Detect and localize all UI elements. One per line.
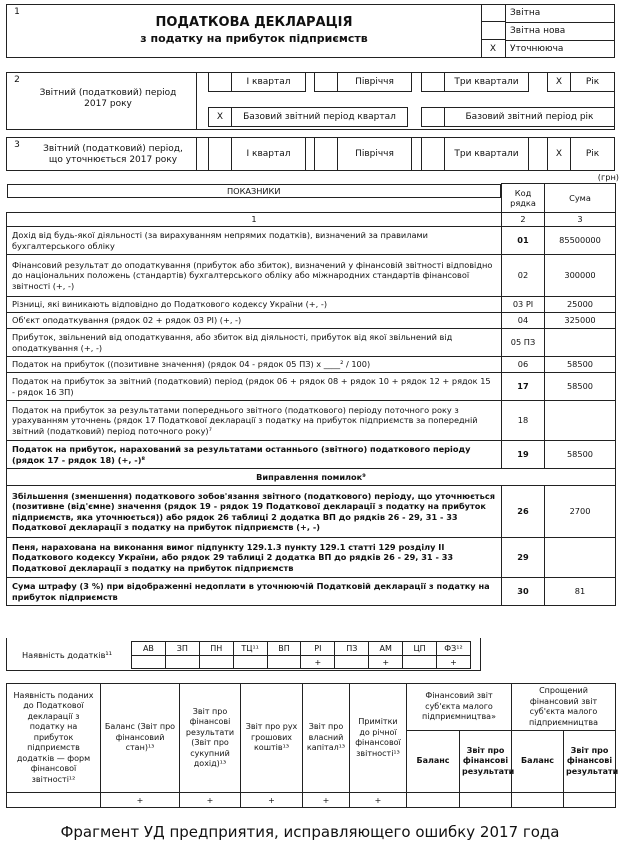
attachment-mark[interactable]: + <box>369 656 403 669</box>
attachment-mark[interactable] <box>233 656 267 669</box>
report-name: Звіт про фінансові результати (Звіт про сукупний дохід)¹³ <box>180 684 241 793</box>
col-number-2: 2 <box>502 213 545 227</box>
row-code: 19 <box>502 441 545 469</box>
period-q3-label: Три квартали <box>444 72 529 92</box>
refined-q1-label: І квартал <box>231 137 306 171</box>
refined-q3-mark[interactable] <box>421 137 445 171</box>
period-q1-label: І квартал <box>231 72 306 92</box>
row-value[interactable]: 2700 <box>545 486 616 538</box>
simple-sub-name: Звіт про фінансові результати <box>564 731 616 793</box>
report-mark[interactable]: + <box>180 793 241 808</box>
attachment-mark[interactable] <box>403 656 437 669</box>
row-value[interactable]: 58500 <box>545 357 616 373</box>
small-sub-mark[interactable] <box>460 793 512 808</box>
row-value[interactable]: 300000 <box>545 255 616 297</box>
small-business-report-title: Фінансовий звіт суб'єкта малого підприємництва» <box>407 684 512 731</box>
row-desc: Податок на прибуток, нарахований за результатами останнього (звітного) податкового періоду (рядок 17 - рядок 18) (+, -)⁸ <box>7 441 502 469</box>
small-sub-name: Звіт про фінансові результати <box>460 731 512 793</box>
row-code: 01 <box>502 227 545 255</box>
declaration-subtitle: з податку на прибуток підприємств <box>140 31 368 45</box>
row-code: 06 <box>502 357 545 373</box>
refined-h1-mark[interactable] <box>314 137 338 171</box>
table-row <box>7 329 616 357</box>
row-code: 05 ПЗ <box>502 329 545 357</box>
period-year-label: Рік <box>570 72 615 92</box>
attachment-mark[interactable] <box>132 656 166 669</box>
report-mark[interactable]: + <box>350 793 407 808</box>
attachment-name: ЗП <box>165 642 199 656</box>
attachment-name: ПН <box>199 642 233 656</box>
row-desc: Дохід від будь-якої діяльності (за вирахуванням непрямих податків), визначений за правилами бухгалтерського обліку <box>7 227 502 255</box>
type-label-new: Звітна нова <box>510 26 566 36</box>
declaration-title-text: ПОДАТКОВА ДЕКЛАРАЦІЯ <box>155 14 353 30</box>
refined-q1-mark[interactable] <box>208 137 232 171</box>
row-desc: Збільшення (зменшення) податкового зобов'язання звітного (податкового) періоду, що уточнюється (позитивне (від'ємне) значення (рядок 19 - рядок 19 Податкової декларації з податку на прибуток підприємств, яка уточнюється)) або рядок 26 таблиці 2 додатка ВП до рядків 26 - 29, 31 - 33 Податкової декларації з податку на прибуток підприємств (+, -) <box>7 486 502 538</box>
reports-mark-blank <box>7 793 101 808</box>
simple-sub-name: Баланс <box>512 731 564 793</box>
table-row <box>7 227 616 255</box>
table-row <box>7 297 616 313</box>
financial-reports-table <box>6 683 619 808</box>
row-value[interactable]: 58500 <box>545 373 616 401</box>
period-section-number: 2 <box>14 74 20 85</box>
row-desc: Податок на прибуток за звітний (податковий) період (рядок 06 + рядок 08 + рядок 10 + рядок 12 + рядок 15 - рядок 16 ЗП) <box>7 373 502 401</box>
row-value[interactable] <box>545 401 616 441</box>
figure-caption: Фрагмент УД предприятия, исправляющего ошибку 2017 года <box>60 823 560 841</box>
row-code: 26 <box>502 486 545 538</box>
row-value[interactable] <box>545 538 616 578</box>
attachment-mark[interactable]: + <box>301 656 335 669</box>
row-value[interactable]: 25000 <box>545 297 616 313</box>
row-desc: Податок на прибуток ((позитивне значення) (рядок 04 - рядок 05 ПЗ) х ____² / 100) <box>7 357 502 373</box>
attachment-mark[interactable] <box>165 656 199 669</box>
attachment-name: ТЦ¹¹ <box>233 642 267 656</box>
row-desc: Прибуток, звільнений від оподаткування, або збиток від діяльності, прибуток від якої звільнений від оподаткування (+, -) <box>7 329 502 357</box>
table-row <box>7 441 616 469</box>
type-mark-new[interactable] <box>481 22 506 40</box>
declaration-title <box>28 8 480 52</box>
table-row <box>7 373 616 401</box>
refined-year-label: Рік <box>570 137 615 171</box>
attachment-name: АВ <box>132 642 166 656</box>
table-row <box>7 401 616 441</box>
attachment-mark[interactable] <box>267 656 301 669</box>
period-base-year-mark[interactable] <box>421 107 445 127</box>
reports-label: Наявність поданих до Податкової декларації з податку на прибуток підприємств додатків — форм фінансової звітності¹² <box>7 684 101 793</box>
row-value[interactable]: 81 <box>545 578 616 606</box>
period-label: Звітний (податковий) період 2017 року <box>39 88 177 109</box>
attachment-name: ПЗ <box>335 642 369 656</box>
type-mark-reporting[interactable] <box>481 4 506 22</box>
report-name: Баланс (Звіт про фінансовий стан)¹³ <box>101 684 180 793</box>
attachment-mark[interactable] <box>335 656 369 669</box>
attachment-mark[interactable] <box>199 656 233 669</box>
period-h1-mark[interactable] <box>314 72 338 92</box>
table-row <box>7 538 616 578</box>
report-mark[interactable]: + <box>303 793 350 808</box>
report-mark[interactable]: + <box>241 793 303 808</box>
report-name: Примітки до річної фінансової звітності¹³ <box>350 684 407 793</box>
period-h1-label: Півріччя <box>337 72 412 92</box>
attachments-label: Наявність додатків¹¹ <box>22 650 112 660</box>
row-code: 18 <box>502 401 545 441</box>
row-code: 17 <box>502 373 545 401</box>
refined-label: Звітний (податковий) період, що уточнюється 2017 року <box>43 144 183 165</box>
attachment-name: ЦП <box>403 642 437 656</box>
attachment-name: ВП <box>267 642 301 656</box>
attachment-name: ФЗ¹² <box>437 642 471 656</box>
refined-section-number: 3 <box>14 139 20 150</box>
refined-h1-label: Півріччя <box>337 137 412 171</box>
attachment-name: АМ <box>369 642 403 656</box>
attachment-mark[interactable]: + <box>437 656 471 669</box>
attachments-grid <box>131 641 471 669</box>
section-error-correction: Виправлення помилок⁹ <box>7 469 616 486</box>
table-row <box>7 486 616 538</box>
period-base-quarter-mark[interactable]: Х <box>208 107 232 127</box>
row-code: 30 <box>502 578 545 606</box>
currency-unit: (грн) <box>597 172 619 182</box>
row-desc: Об'єкт оподаткування (рядок 02 + рядок 03 РІ) (+, -) <box>7 313 502 329</box>
type-label-refining: Уточнююча <box>510 44 564 54</box>
simple-sub-mark[interactable] <box>564 793 616 808</box>
type-label-reporting: Звітна <box>510 8 541 18</box>
simplified-report-title: Спрощений фінансовий звіт суб'єкта малого підприємництва <box>512 684 616 731</box>
row-desc: Різниці, які виникають відповідно до Податкового кодексу України (+, -) <box>7 297 502 313</box>
period-base-quarter-label: Базовий звітний період квартал <box>231 107 408 127</box>
refined-year-mark[interactable]: Х <box>547 137 571 171</box>
table-row <box>7 357 616 373</box>
report-name: Звіт про рух грошових коштів¹³ <box>241 684 303 793</box>
report-mark[interactable]: + <box>101 793 180 808</box>
col-header-sum: Сума <box>545 184 616 213</box>
row-desc: Сума штрафу (3 %) при відображенні недоплати в уточнюючій Податковій декларації з податку на прибуток підприємств <box>7 578 502 606</box>
refined-q3-label: Три квартали <box>444 137 529 171</box>
report-name: Звіт про власний капітал¹³ <box>303 684 350 793</box>
simple-sub-mark[interactable] <box>512 793 564 808</box>
indicators-table <box>6 183 616 606</box>
col-header-indicators: ПОКАЗНИКИ <box>7 184 502 199</box>
small-sub-mark[interactable] <box>407 793 460 808</box>
period-q3-mark[interactable] <box>421 72 445 92</box>
small-sub-name: Баланс <box>407 731 460 793</box>
period-base-year-label: Базовий звітний період рік <box>444 107 615 127</box>
col-header-code: Код рядка <box>502 184 545 213</box>
period-year-mark[interactable]: Х <box>547 72 571 92</box>
period-q1-mark[interactable] <box>208 72 232 92</box>
header-section-number: 1 <box>14 6 20 17</box>
col-number-3: 3 <box>545 213 616 227</box>
row-value[interactable]: 85500000 <box>545 227 616 255</box>
row-code: 02 <box>502 255 545 297</box>
row-value[interactable]: 325000 <box>545 313 616 329</box>
row-value[interactable]: 58500 <box>545 441 616 469</box>
attachment-name: РІ <box>301 642 335 656</box>
row-value[interactable] <box>545 329 616 357</box>
table-row <box>7 578 616 606</box>
row-desc: Податок на прибуток за результатами попереднього звітного (податкового) періоду поточного року з урахуванням уточнень (рядок 17 Податкової декларації з податку на прибуток підприємств за попередній звітний (податковий) період поточного року)⁷ <box>7 401 502 441</box>
row-desc: Пеня, нарахована на виконання вимог підпункту 129.1.3 пункту 129.1 статті 129 розділу II Податкового кодексу України, або рядок 29 таблиці 2 додатка ВП до рядків 26 - 29, 31 - 33 Податкової декларації з податку на прибуток підприємств <box>7 538 502 578</box>
col-number-1: 1 <box>7 213 502 227</box>
row-code: 03 РІ <box>502 297 545 313</box>
row-code: 04 <box>502 313 545 329</box>
row-code: 29 <box>502 538 545 578</box>
table-row <box>7 313 616 329</box>
table-row <box>7 255 616 297</box>
type-mark-refining[interactable]: X <box>481 40 506 58</box>
row-desc: Фінансовий результат до оподаткування (прибуток або збиток), визначений у фінансовій звітності відповідно до національних положень (стандартів) бухгалтерського обліку або міжнародних стандартів фінансової звітності (+, -) <box>7 255 502 297</box>
